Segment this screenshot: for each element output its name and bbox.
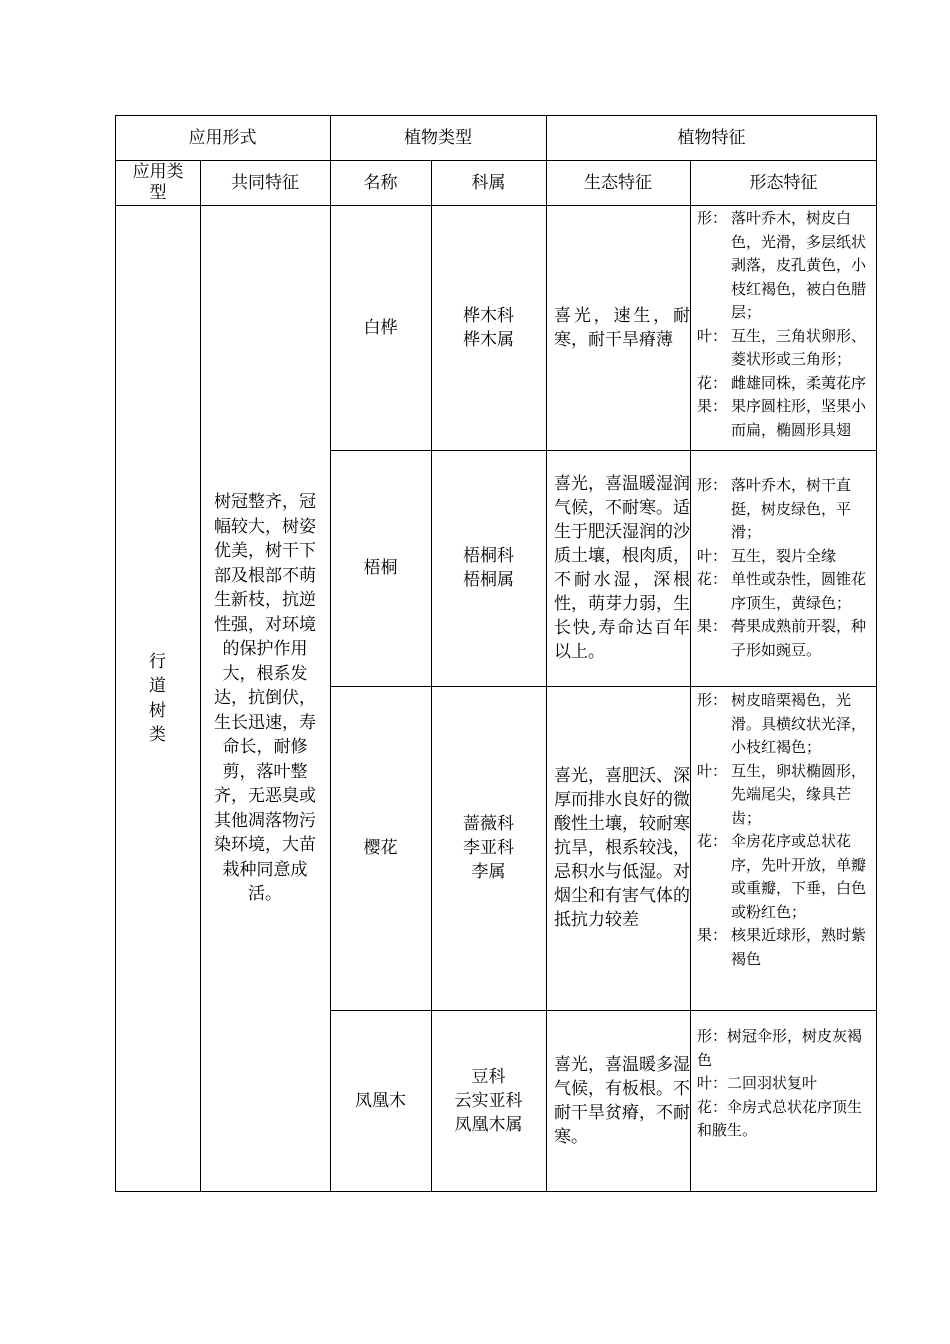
morph-text: 伞房式总状花序顶生和腋生。	[697, 1097, 863, 1139]
row-2-family-line: 梧桐科	[463, 546, 514, 566]
row-1-ecology	[554, 205, 690, 450]
morph-label: 花：	[697, 832, 728, 850]
row-4-ecology-text: 喜光，喜温暖多湿气候，有板根。不耐干旱贫瘠，不耐寒。	[554, 1054, 690, 1147]
row-2-ecology	[554, 450, 690, 686]
morph-text: 二回羽状复叶	[727, 1074, 818, 1092]
row-4-morphology	[697, 1025, 873, 1191]
morph-label: 果：	[697, 617, 728, 635]
morph-text: 雌雄同株，柔荑花序	[731, 373, 867, 392]
morph-text: 伞房花序或总状花序，先叶开放，单瓣或重瓣，下垂，白色或粉红色；	[731, 832, 867, 921]
row-2-morph-flower	[697, 568, 873, 615]
row-3-name: 樱花	[363, 838, 398, 858]
row-4-morph-flower	[697, 1096, 873, 1143]
morph-text: 蓇果成熟前开裂，种子形如豌豆。	[731, 617, 867, 659]
morph-text: 互生，裂片全缘	[731, 546, 837, 565]
row-1-genus-line: 桦木属	[463, 329, 514, 350]
row-1-morph-flower	[697, 372, 873, 396]
plant-table	[115, 115, 877, 1192]
row-4-name: 凤凰木	[355, 1090, 406, 1111]
morph-text: 落叶乔木，树干直挺，树皮绿色，平滑；	[731, 476, 852, 541]
morph-label: 叶：	[697, 326, 728, 345]
col-divider-4	[546, 115, 547, 1192]
morph-label: 形：	[697, 476, 728, 494]
row-1-ecology-text: 喜光，速生，耐寒，耐干旱瘠薄	[554, 305, 690, 350]
row-3-morphology	[697, 689, 873, 1010]
header-plant-features: 植物特征	[677, 127, 746, 148]
morph-label: 形：	[697, 691, 728, 709]
header-plant-type: 植物类型	[404, 127, 472, 148]
morph-text: 单性或杂性，圆锥花序顶生，黄绿色；	[731, 570, 867, 612]
morph-label: 叶：	[697, 761, 728, 780]
header-app-type	[119, 160, 197, 205]
row-4-ecology	[554, 1010, 690, 1191]
morph-label: 花：	[697, 1097, 728, 1116]
morph-text: 互生，卵状椭圆形，先端尾尖，缘具芒齿；	[731, 761, 867, 827]
morph-text: 核果近球形，熟时紫褐色	[731, 926, 867, 968]
header-application-form: 应用形式	[188, 127, 257, 148]
row-2-morph-leaf	[697, 545, 873, 569]
morph-label: 花：	[697, 373, 728, 392]
row-2-ecology-text: 喜光，喜温暖湿润气候，不耐寒。适生于肥沃湿润的沙质土壤，根肉质，不耐水湿，深根性，萌芽力弱，生长快,寿命达百年以上。	[554, 474, 690, 662]
row-2-family	[431, 450, 546, 686]
row-3-morph-fruit	[697, 924, 873, 971]
header-ecology: 生态特征	[584, 172, 652, 193]
header-name: 名称	[363, 172, 398, 193]
row-3-morph-flower	[697, 830, 873, 924]
row-3-ecology-text: 喜光，喜肥沃、深厚而排水良好的微酸性土壤，较耐寒抗旱，根系较浅，忌积水与低湿。对烟尘和有害气体的抵抗力较差	[554, 766, 690, 930]
morph-label: 叶：	[697, 1074, 728, 1092]
row-3-ecology	[554, 686, 690, 1010]
row-3-family	[431, 686, 546, 1010]
row-3-morph-form	[697, 689, 873, 760]
row-3-genus-line: 李属	[471, 862, 506, 882]
row-1-name: 白桦	[363, 317, 398, 338]
header-common-features: 共同特征	[231, 172, 299, 193]
morph-label: 果：	[697, 397, 728, 415]
table-border-right	[876, 115, 877, 1192]
row-4-morph-form	[697, 1025, 873, 1072]
morph-label: 形：	[697, 209, 728, 227]
header-morphology: 形态特征	[749, 172, 818, 193]
morph-text: 树皮暗栗褐色，光滑。具横纹状光泽，小枝红褐色；	[731, 691, 867, 756]
category-label: 行道树类	[149, 651, 166, 745]
morph-label: 形：	[697, 1027, 728, 1045]
row-4-family-line: 豆科	[471, 1066, 506, 1087]
row-2-name: 梧桐	[363, 558, 398, 578]
morph-text: 互生，三角状卵形、菱状形或三角形；	[731, 326, 867, 368]
row-2-morph-fruit	[697, 615, 873, 662]
morph-text: 落叶乔木，树皮白色，光滑，多层纸状剥落，皮孔黄色，小枝红褐色，被白色腊层；	[731, 209, 867, 321]
header-family-genus: 科属	[471, 172, 506, 193]
morph-text: 树冠伞形，树皮灰褐色	[697, 1027, 863, 1069]
row-1-morphology	[697, 207, 873, 450]
morph-label: 叶：	[697, 546, 728, 565]
morph-label: 果：	[697, 926, 728, 944]
row-4-subfamily-line: 云实亚科	[454, 1090, 523, 1111]
row-3-subfamily-line: 李亚科	[463, 838, 514, 858]
row-1-morph-form	[697, 207, 873, 325]
row-2-morphology	[697, 450, 873, 686]
row-1-morph-leaf	[697, 325, 873, 372]
row-1-family	[431, 205, 546, 450]
header-app-type-label: 应用类型	[132, 161, 184, 203]
common-features-cell	[200, 205, 330, 1192]
row-4-morph-leaf	[697, 1072, 873, 1096]
row-4-family	[431, 1010, 546, 1191]
row-4-genus-line: 凤凰木属	[454, 1114, 523, 1135]
common-features-text: 树冠整齐，冠幅较大，树姿优美，树干下部及根部不萌生新枝，抗逆性强，对环境的保护作用大，根系发达，抗倒伏，生长迅速，寿命长，耐修剪，落叶整齐，无恶臭或其他凋落物污染环境，大苗栽种同意成活。	[214, 492, 316, 905]
morph-label: 花：	[697, 570, 728, 588]
row-1-family-line: 桦木科	[463, 305, 514, 326]
row-3-morph-leaf	[697, 760, 873, 831]
morph-text: 果序圆柱形，坚果小而扁，椭圆形具翅	[731, 397, 867, 439]
row-2-morph-form	[697, 474, 873, 545]
category-cell	[115, 205, 200, 1192]
row-1-morph-fruit	[697, 395, 873, 442]
col-divider-5	[690, 160, 691, 1192]
row-2-genus-line: 梧桐属	[463, 570, 514, 590]
row-3-family-line: 蔷薇科	[463, 814, 514, 834]
